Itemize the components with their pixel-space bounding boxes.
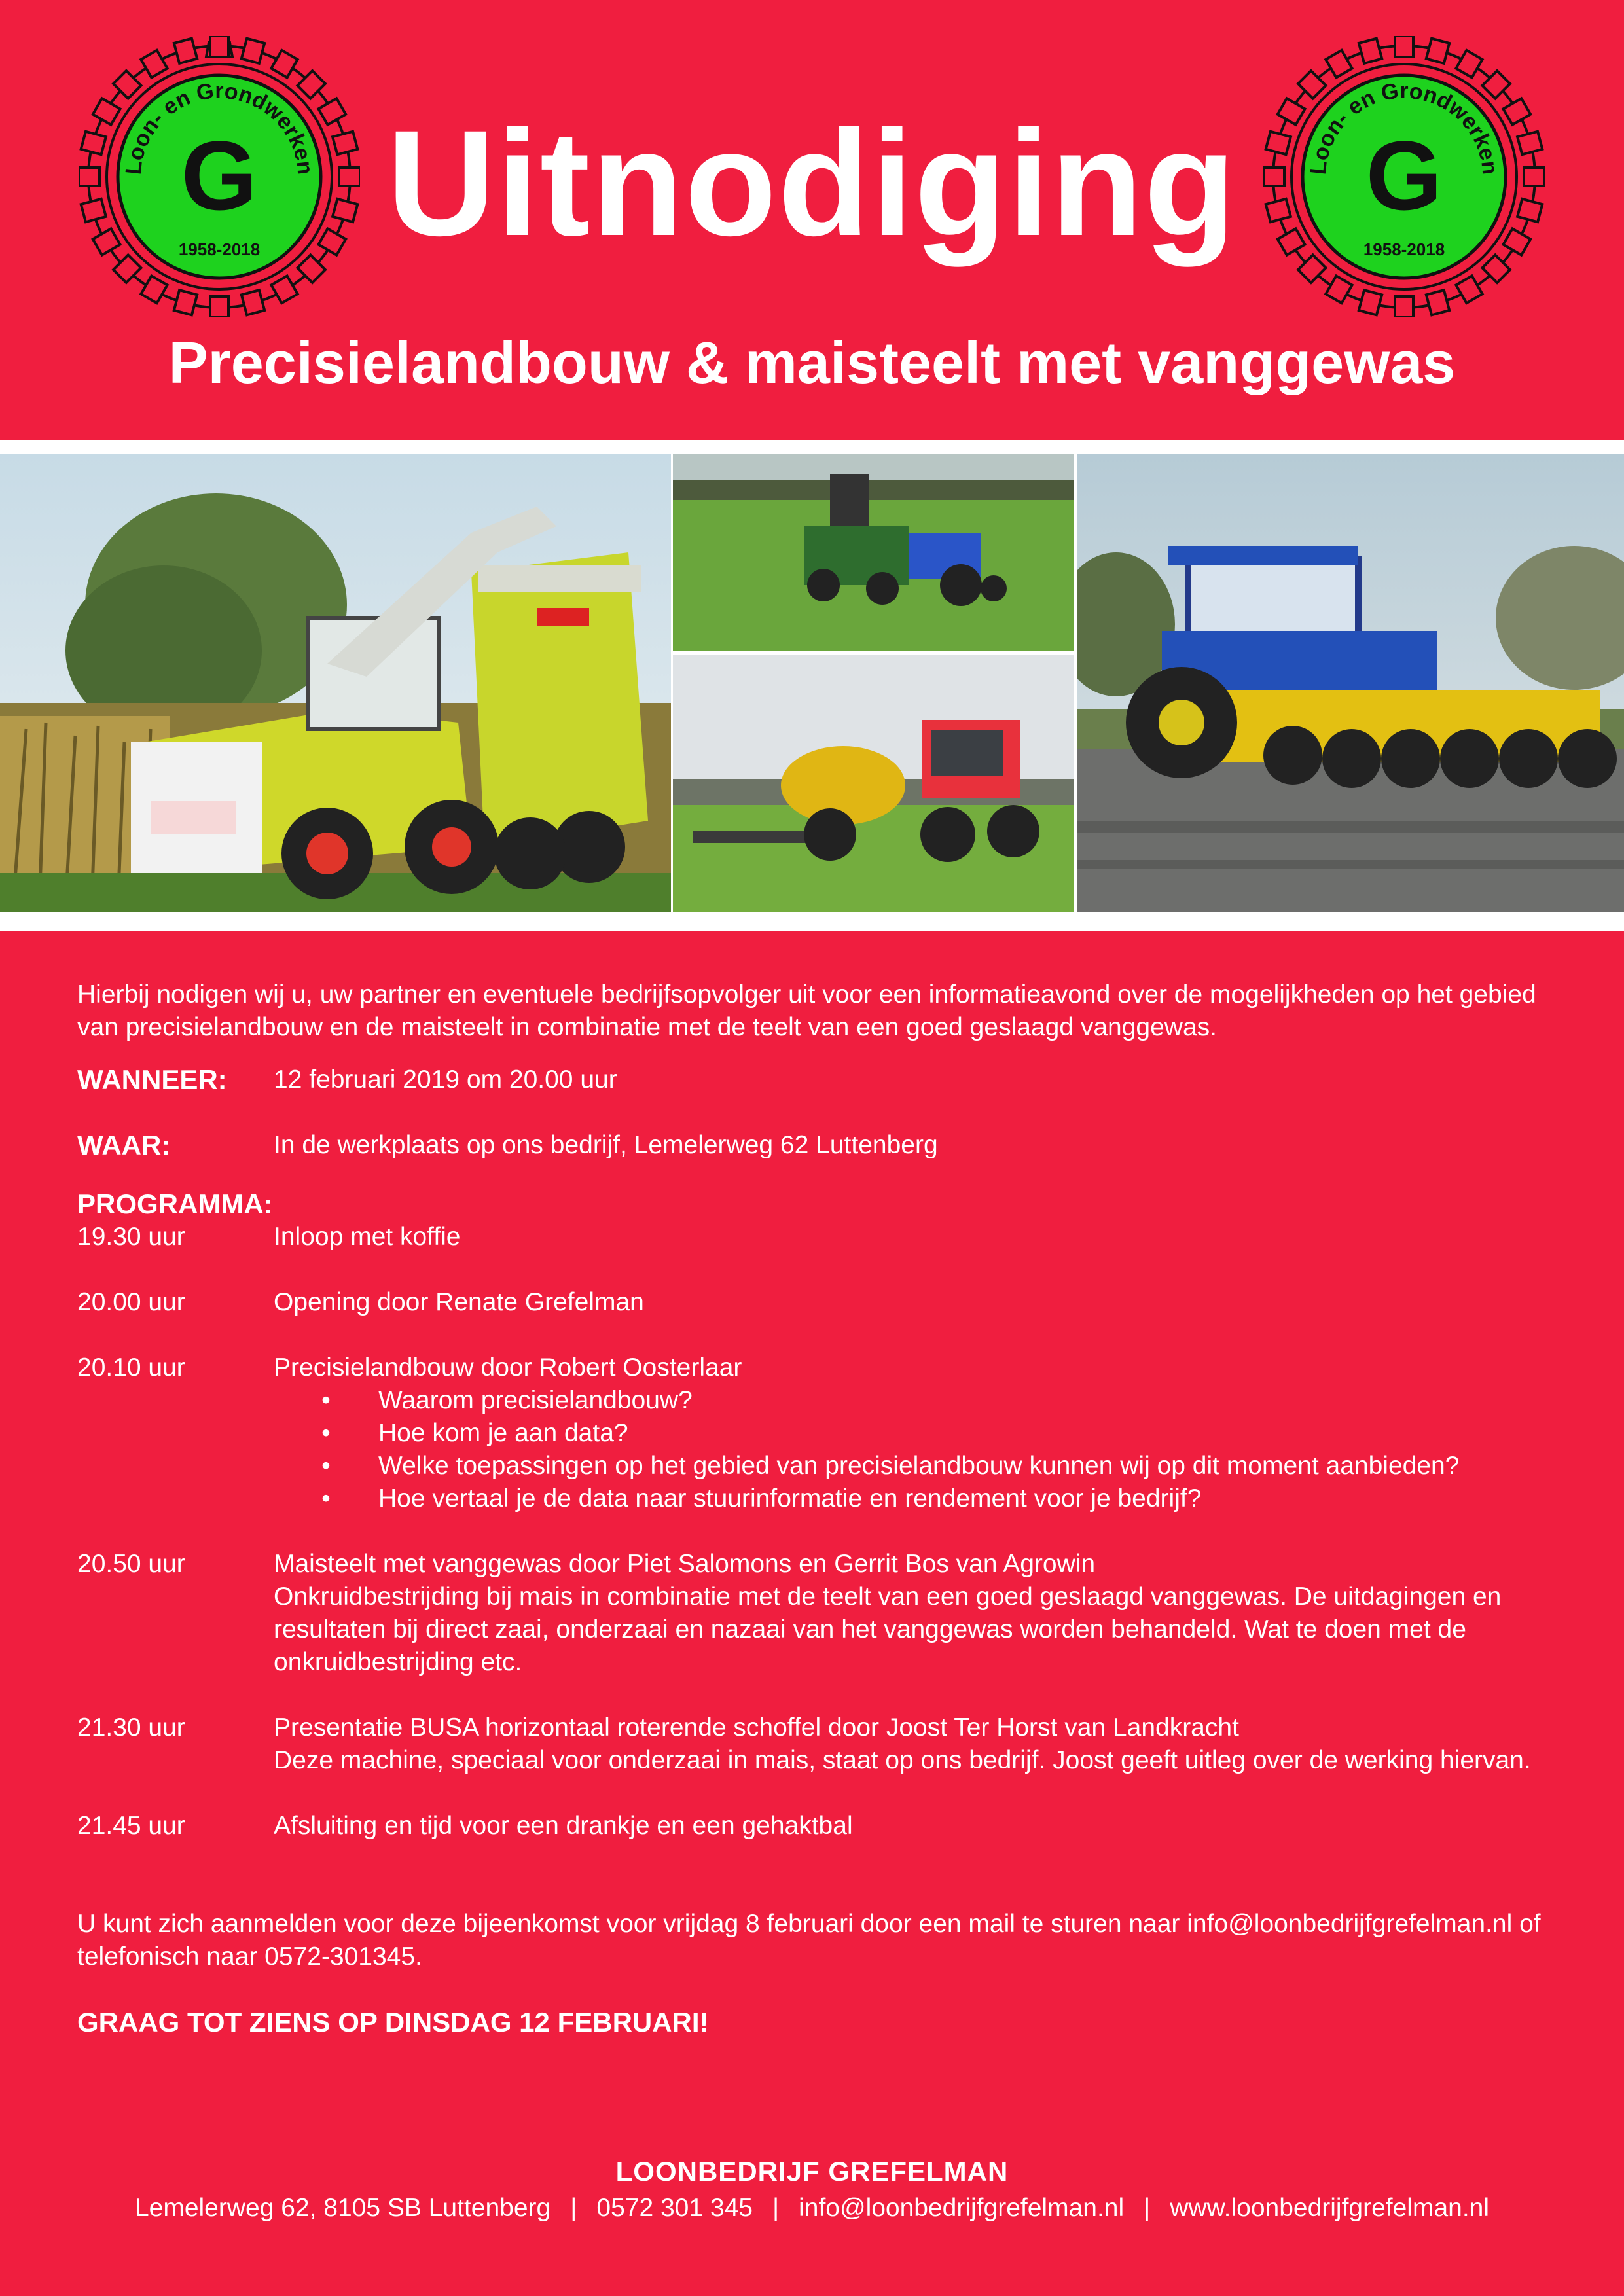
intro-paragraph: Hierbij nodigen wij u, uw partner en eventuele bedrijfsopvolger uit voor een informatieavond over de mogelijkheden op het gebied van precisielandbouw en de maisteelt in combinatie met de teelt van een goed geslaagd vanggewas.: [77, 980, 1536, 1041]
when-label: WANNEER:: [77, 1064, 227, 1095]
svg-text:1958-2018: 1958-2018: [1363, 240, 1445, 259]
program-time: 20.00 uur: [77, 1288, 185, 1316]
header: [0, 0, 1624, 440]
program-description: Deze machine, speciaal voor onderzaai in mais, staat op ons bedrijf. Joost geeft uitleg over de werking hiervan.: [274, 1746, 1531, 1774]
program-heading: PROGRAMMA:: [77, 1189, 273, 1219]
website-link[interactable]: www.loonbedrijfgrefelman.nl: [1170, 2194, 1490, 2222]
separator: |: [570, 2194, 577, 2222]
page-title: Uitnodiging: [386, 99, 1238, 267]
svg-text:G: G: [181, 120, 258, 230]
program-time: 21.45 uur: [77, 1812, 185, 1840]
page-subtitle: Precisielandbouw & maisteelt met vanggewas: [168, 331, 1456, 396]
company-name: LOONBEDRIJF GREFELMAN: [615, 2156, 1009, 2187]
program-item: [77, 1712, 1557, 1777]
program-title: Opening door Renate Grefelman: [274, 1288, 644, 1316]
invitation-body: [77, 978, 1557, 2039]
program-time: 20.50 uur: [77, 1550, 185, 1578]
tractor-cultivator-photo: [1077, 454, 1624, 912]
svg-text:Loon- en Grondwerken: Loon- en Grondwerken: [120, 78, 318, 176]
bullet-icon: •: [321, 1419, 331, 1447]
address: Lemelerweg 62, 8105 SB Luttenberg: [134, 2194, 551, 2222]
registration-text: U kunt zich aanmelden voor deze bijeenkomst voor vrijdag 8 februari door een mail te sturen naar info@loonbedrijfgrefelman.nl of telefonisch naar 0572-301345.: [77, 1910, 1541, 1971]
program-bullet-list: [274, 1384, 1557, 1515]
program-item: [77, 1548, 1557, 1679]
where-label: WAAR:: [77, 1130, 171, 1160]
when-row: [77, 1064, 1557, 1096]
email-link[interactable]: info@loonbedrijfgrefelman.nl: [799, 2194, 1125, 2222]
program-description: Onkruidbestrijding bij mais in combinatie met de teelt van een goed geslaagd vanggewas. De uitdagingen en resultaten bij direct zaai, onderzaai en nazaai van het vanggewas worden behandeld. Wat te doen met de onkruidbestrijding etc.: [274, 1583, 1502, 1676]
list-item: • Hoe vertaal je de data naar stuurinformatie en rendement voor je bedrijf?: [274, 1482, 1557, 1515]
program-title: Afsluiting en tijd voor een drankje en een gehaktbal: [274, 1812, 853, 1840]
program-time: 20.10 uur: [77, 1354, 185, 1382]
program-title: Inloop met koffie: [274, 1223, 461, 1251]
bullet-icon: •: [321, 1386, 331, 1414]
footer: [0, 2153, 1624, 2227]
phone-number[interactable]: 0572 301 345: [596, 2194, 753, 2222]
tractor-spreader-photo: [673, 454, 1074, 651]
contact-line: [0, 2190, 1624, 2227]
company-logo: [1263, 36, 1545, 317]
program-time: 21.30 uur: [77, 1713, 185, 1742]
program-title: Presentatie BUSA horizontaal roterende schoffel door Joost Ter Horst van Landkracht: [274, 1713, 1239, 1742]
closing-text: GRAAG TOT ZIENS OP DINSDAG 12 FEBRUARI!: [77, 2007, 709, 2037]
svg-text:Loon- en Grondwerken: Loon- en Grondwerken: [1305, 78, 1503, 176]
bullet-icon: •: [321, 1452, 331, 1480]
bullet-icon: •: [321, 1484, 331, 1513]
program-item: [77, 1352, 1557, 1515]
where-value: In de werkplaats op ons bedrijf, Lemelerweg 62 Luttenberg: [274, 1131, 938, 1159]
program-item: [77, 1286, 1557, 1319]
list-item: • Hoe kom je aan data?: [274, 1417, 1557, 1450]
when-value: 12 februari 2019 om 20.00 uur: [274, 1066, 617, 1094]
svg-text:1958-2018: 1958-2018: [178, 240, 261, 259]
program-item: [77, 1221, 1557, 1253]
photo-collage: [0, 440, 1624, 931]
separator: |: [772, 2194, 780, 2222]
program-title: Precisielandbouw door Robert Oosterlaar: [274, 1354, 742, 1382]
program-time: 19.30 uur: [77, 1223, 185, 1251]
list-item: • Welke toepassingen op het gebied van precisielandbouw kunnen wij op dit moment aanbieden?: [274, 1450, 1557, 1482]
where-row: [77, 1129, 1557, 1162]
program-title: Maisteelt met vanggewas door Piet Salomons en Gerrit Bos van Agrowin: [274, 1550, 1096, 1578]
slurry-tanker-photo: [673, 655, 1074, 912]
program-item: [77, 1810, 1557, 1842]
forage-harvester-photo: [0, 454, 671, 912]
separator: |: [1144, 2194, 1151, 2222]
svg-text:G: G: [1365, 120, 1443, 230]
list-item: • Waarom precisielandbouw?: [274, 1384, 1557, 1417]
